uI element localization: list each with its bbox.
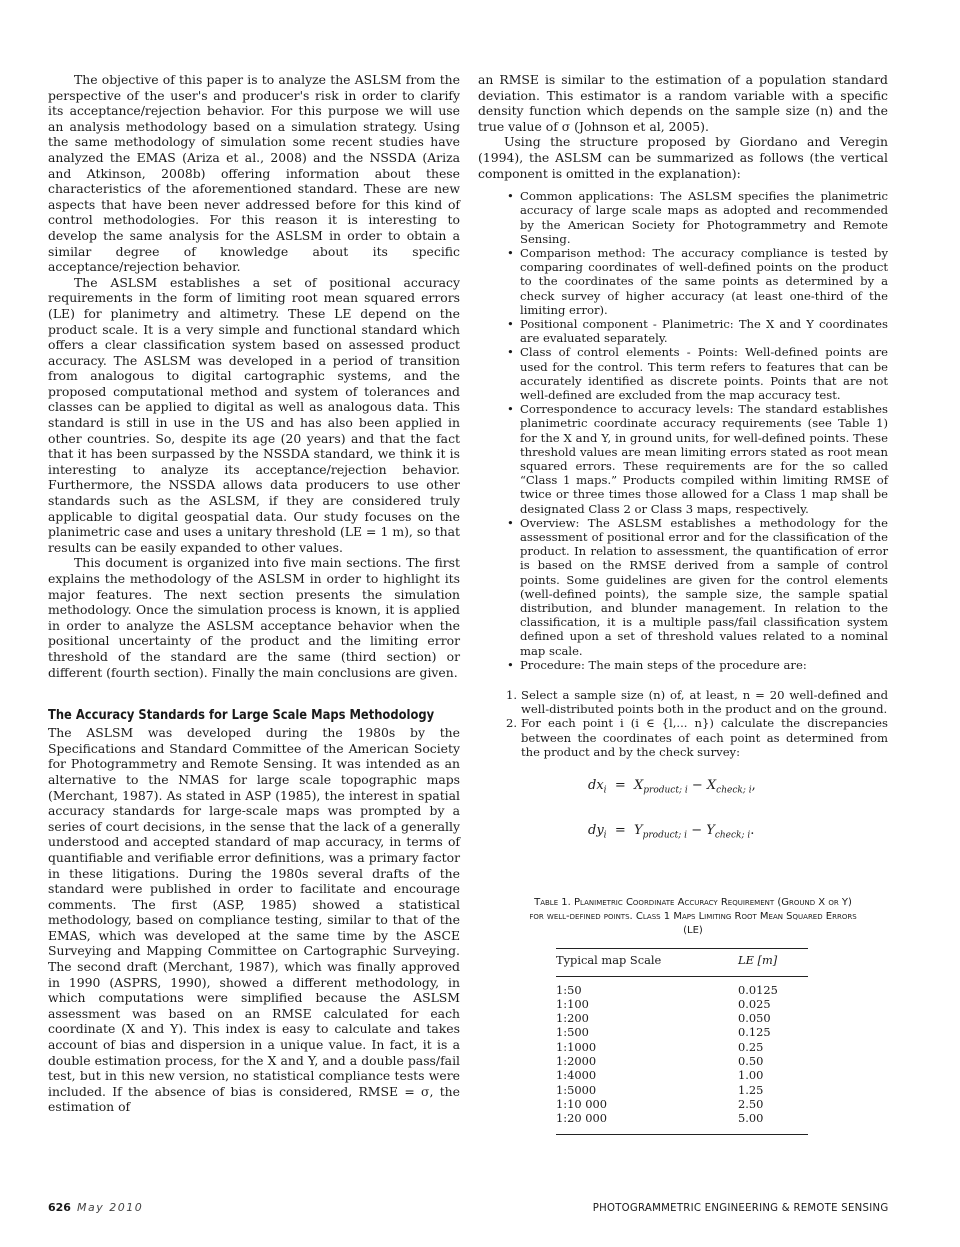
cell-le: 0.025 (738, 996, 771, 1011)
bullet-item (478, 402, 888, 516)
table-row (556, 1083, 808, 1097)
page-footer-left (48, 1201, 143, 1215)
table-row (556, 1054, 808, 1068)
step-item (478, 688, 888, 716)
cell-scale: 1:50 (556, 982, 582, 997)
issue-date: May 2010 (76, 1201, 144, 1214)
continued-paragraph: an RMSE is similar to the estimation of a population standard deviation. This estimator is a random variable with a specific density function which depends on the sample size (n) and the true value of σ (Johnson et al, 2005). (478, 72, 888, 134)
accuracy-table (556, 948, 808, 1134)
cell-le: 0.0125 (738, 982, 778, 997)
table-row (556, 1011, 808, 1025)
intro-paragraph-3: This document is organized into five main sections. The first explains the methodology of the ASLSM in order to highlight its major features. The next section presents the simulation methodology. Once the simulation process is known, it is applied in order to analyze the ASLSM acceptance behavior when the positional uncertainty of the product and the limiting error threshold of the standard are the same (third section) or different (fourth section). Finally the main conclusions are given. (48, 555, 460, 680)
cell-le: 0.125 (738, 1025, 771, 1040)
cell-le: 0.050 (738, 1011, 771, 1026)
table-caption: Table 1. Planimetric Coordinate Accuracy Requirement (Ground X or Y) for well-defined points. Class 1 Maps Limiting Root Mean Squared Errors (LE) (529, 897, 857, 937)
bullet-text: Positional component - Planimetric: The X and Y coordinates are evaluated separately. (520, 316, 888, 346)
cell-le: 2.50 (738, 1096, 764, 1111)
section-paragraph: The ASLSM was developed during the 1980s by the Specifications and Standard Committee of the American Society for Photogrammetry and Remote Sensing. It was intended as an alternative to the NMAS for large scale topographic maps (Merchant, 1987). As stated in ASP (1985), the interest in spatial accuracy standards for large-scale maps was prompted by a series of court decisions, in the sense that the lack of a generally understood and accepted standard of map accuracy, in terms of quantifiable and verifiable error definitions, was a primary factor in these litigations. During the 1980s several drafts of the standard were published in order to facilitate and encourage comments. The first (ASP, 1985) showed a statistical methodology, based on compliance testing, similar to that of the EMAS, which was developed at the same time by the ASCE Surveying and Mapping Committee on Cartographic Surveying. The second draft (Merchant, 1987), which was finally approved in 1990 (ASPRS, 1990), showed a different methodology, in which computations were simplified because the ASLSM assessment was based on an RMSE calculated for each coordinate (X and Y). This index is easy to calculate and takes account of bias and dispersion in a unique value. In fact, it is a double estimation process, for the X and Y, and a double pass/fail test, but in this new version, no statistical compliance tests were included. If the absence of bias is considered, RMSE = σ, the estimation of (48, 725, 460, 1115)
table-row (556, 976, 808, 997)
bullet-icon: • (507, 515, 514, 530)
bullet-text: Overview: The ASLSM establishes a methodology for the assessment of positional error and for the classification of the product. In relation to assessment, the quantification of error is based on the RMSE derived from a sample of control points. Some guidelines are given for the control elements (well-defined points), the sample size, the sample spatial distribution, and blunder management. In relation to the classification, it is a multiple pass/fail classification system defined upon a set of threshold values related to a nominal map scale. (520, 515, 888, 658)
bullet-icon: • (507, 345, 514, 360)
cell-scale: 1:10 000 (556, 1096, 607, 1111)
bullet-item (478, 658, 888, 672)
bullet-icon: • (507, 657, 514, 672)
cell-scale: 1:1000 (556, 1039, 597, 1054)
intro-paragraph-1: The objective of this paper is to analyze the ASLSM from the perspective of the user's and producer's risk in order to clarify its acceptance/rejection behavior. For this purpose we will use an analysis methodology based on a simulation strategy. Using the same methodology of simulation some recent studies have analyzed the EMAS (Ariza et al., 2008) and the NSSDA (Ariza and Atkinson, 2008b) offering information about these characteristics of the aforementioned standard. These are new aspects that have been never addressed before for this kind of control methodologies. For this reason it is interesting to develop the same analysis for the ASLSM in order to obtain a similar degree of knowledge about its specific acceptance/rejection behavior. (48, 72, 460, 275)
cell-scale: 1:100 (556, 996, 589, 1011)
step-number: 1. (506, 688, 518, 703)
equation-dx: $dx_i = X_{product; i} - X_{check; i}$, (588, 778, 756, 796)
bullet-text: Class of control elements - Points: Well-defined points are used for the control. This term refers to features that can be accurately identified as discrete points. Points that are not well-defined are excluded from the map accuracy test. (520, 345, 888, 402)
bullet-item (478, 317, 888, 345)
table-row (556, 1097, 808, 1111)
step-item (478, 716, 888, 759)
step-text: For each point i (i ∈ {l,... n}) calculate the discrepancies between the coordinates of each point as determined from the product and by the check survey: (521, 716, 888, 759)
cell-scale: 1:20 000 (556, 1111, 708, 1134)
bullet-text: Comparison method: The accuracy compliance is tested by comparing coordinates of well-defined points on the product to the coordinates of the same points as determined by a check survey of higher accuracy (at least one-third of the limiting error). (520, 245, 888, 317)
header-scale: Typical map Scale (556, 949, 708, 976)
page-number: 626 (48, 1201, 71, 1214)
bullet-text: Correspondence to accuracy levels: The standard establishes planimetric coordinate accuracy requirements (see Table 1) for the X and Y, in ground units, for well-defined points. These threshold values are mean limiting errors stated as root mean squared errors. These requirements are for the so called “Class 1 maps.” Products compiled within limiting RMSE of twice or three times those allowed for a Class 1 map shall be designated Class 2 or Class 3 maps, respectively. (520, 402, 888, 516)
cell-scale: 1:2000 (556, 1054, 597, 1069)
equation-dy: $dy_i = Y_{product; i} - Y_{check; i}$. (588, 822, 755, 841)
bullet-icon: • (507, 402, 514, 417)
bullet-item (478, 516, 888, 658)
bullet-icon: • (507, 245, 514, 260)
bullet-text: Common applications: The ASLSM specifies the planimetric accuracy of large scale maps as adopted and recommended by the American Society for Photogrammetry and Remote Sensing. (520, 189, 888, 246)
left-column (48, 72, 460, 1115)
procedure-steps (478, 688, 888, 759)
step-number: 2. (506, 716, 518, 731)
table-header-row (556, 949, 808, 976)
bullet-icon: • (507, 316, 514, 331)
intro-paragraph-2: The ASLSM establishes a set of positional accuracy requirements in the form of limiting root mean squared errors (LE) for planimetry and altimetry. These LE depend on the product scale. It is a very simple and functional standard which offers a clear classification system based on assessed product accuracy. The ASLSM was developed in a period of transition from analogous to digital cartographic systems, and the proposed computational method and system of tolerances and classes can be applied to digital as well as analogous data. This standard is still in use in the US and has also been applied in other countries. So, despite its age (20 years) and that the fact that it has been surpassed by the NSSDA standard, we think it is interesting to analyze its acceptance/rejection behavior. Furthermore, the NSSDA allows data producers to use other standards such as the ASLSM, if they are considered truly applicable to digital geospatial data. Our study focuses on the planimetric case and uses a unitary threshold (LE = 1 m), so that results can be easily expanded to other values. (48, 274, 460, 555)
header-le: LE [m] (708, 949, 808, 976)
cell-le: 1.00 (738, 1068, 764, 1083)
cell-le: 5.00 (708, 1111, 808, 1134)
summary-bullet-list (478, 189, 888, 672)
bullet-item (478, 345, 888, 402)
bullet-text: Procedure: The main steps of the procedure are: (520, 657, 807, 672)
cell-le: 0.50 (738, 1054, 764, 1069)
section-heading: The Accuracy Standards for Large Scale Maps Methodology (48, 708, 435, 724)
cell-scale: 1:5000 (556, 1082, 597, 1097)
table-row (556, 1068, 808, 1082)
table-row (556, 1040, 808, 1054)
cell-scale: 1:200 (556, 1011, 589, 1026)
cell-scale: 1:500 (556, 1025, 589, 1040)
cell-le: 1.25 (738, 1082, 764, 1097)
bullet-item (478, 246, 888, 317)
table-row (556, 1111, 808, 1134)
structure-paragraph: Using the structure proposed by Giordano and Veregin (1994), the ASLSM can be summarized as follows (the vertical component is omitted in the explanation): (478, 134, 888, 181)
bullet-item (478, 189, 888, 246)
bullet-icon: • (507, 189, 514, 204)
table-row (556, 1025, 808, 1039)
step-text: Select a sample size (n) of, at least, n = 20 well-defined and well-distributed points both in the product and on the ground. (521, 688, 888, 717)
cell-le: 0.25 (738, 1039, 764, 1054)
cell-scale: 1:4000 (556, 1068, 597, 1083)
right-column (478, 72, 888, 1135)
table-row (556, 997, 808, 1011)
journal-name: PHOTOGRAMMETRIC ENGINEERING & REMOTE SENSING (592, 1201, 888, 1214)
